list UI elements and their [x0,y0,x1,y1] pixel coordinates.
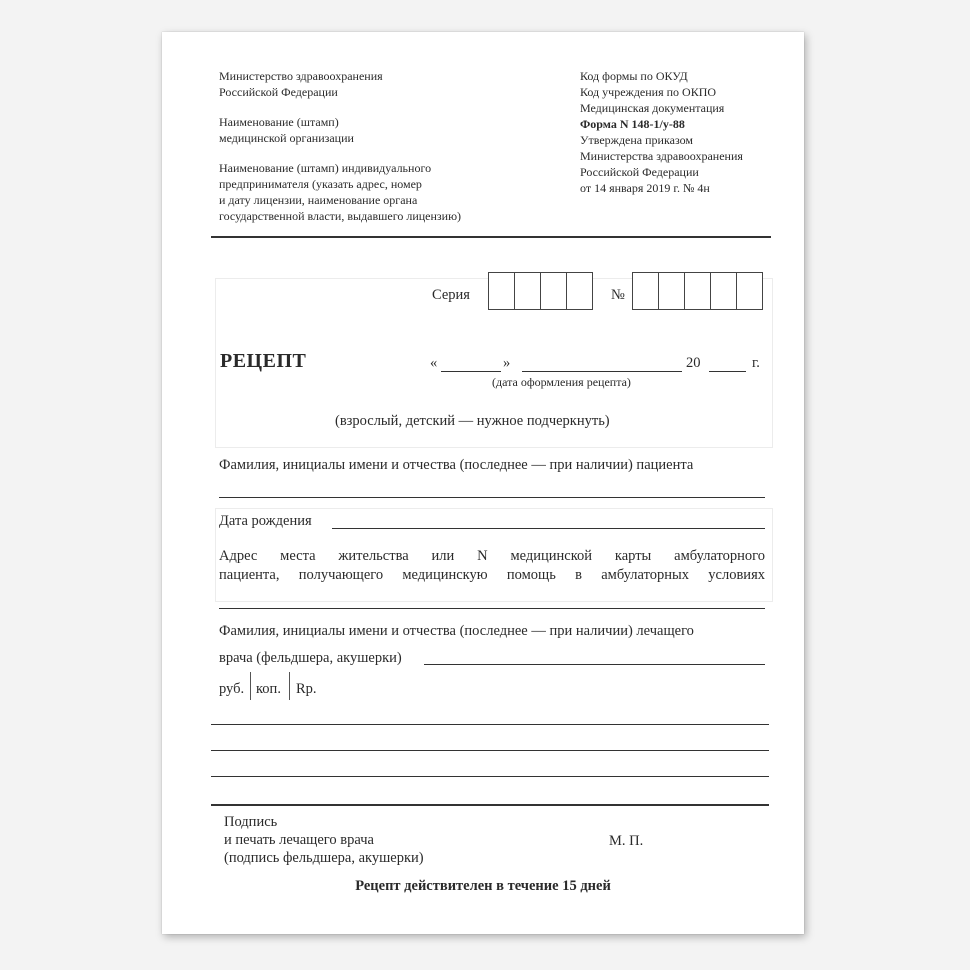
number-label: № [611,287,625,303]
date-day-field[interactable] [441,371,501,372]
address-field[interactable] [219,608,765,609]
quote-close: » [503,355,511,371]
header-left-block [219,68,539,224]
address-label-line2: пациента, получающего медицинскую помощь в амбулаторных условиях [219,567,765,583]
number-cell[interactable] [632,272,659,310]
ip-stamp-line4: государственной власти, выдавшего лицензию) [219,209,462,223]
number-cell[interactable] [658,272,685,310]
kop-divider [289,672,290,700]
prescription-line[interactable] [211,724,769,725]
address-label-line1: Адрес места жительства или N медицинской карты амбулаторного [219,548,765,564]
org-stamp-line1: Наименование (штамп) [219,115,339,129]
year-suffix: г. [752,355,760,371]
series-cell[interactable] [566,272,593,310]
validity-note: Рецепт действителен в течение 15 дней [355,878,611,894]
doctor-name-field[interactable] [424,664,765,665]
birth-date-field[interactable] [332,528,765,529]
series-label: Серия [432,287,470,303]
approving-ministry: Министерства здравоохранения [580,149,743,163]
kop-label: коп. [256,681,281,697]
prescription-bottom-divider [211,804,769,806]
ip-stamp-line1: Наименование (штамп) индивидуального [219,161,432,175]
ministry-line2: Российской Федерации [219,85,338,99]
number-cell[interactable] [710,272,737,310]
ip-stamp-line2: предпринимателя (указать адрес, номер [219,177,422,191]
age-category-note: (взрослый, детский — нужное подчеркнуть) [335,413,610,429]
rub-label: руб. [219,681,245,697]
recipe-title: РЕЦЕПТ [220,350,307,372]
rub-divider [250,672,251,700]
signature-line2: и печать лечащего врача [224,832,374,848]
series-cell[interactable] [540,272,567,310]
number-cell[interactable] [684,272,711,310]
number-cell[interactable] [736,272,763,310]
prescription-form-sheet [162,32,804,934]
okud-code-label: Код формы по ОКУД [580,69,688,83]
form-number: Форма N 148-1/у-88 [580,117,685,131]
ip-stamp-line3: и дату лицензии, наименование органа [219,193,418,207]
signature-line3: (подпись фельдшера, акушерки) [224,850,424,866]
signature-label [224,813,424,867]
okpo-code-label: Код учреждения по ОКПО [580,85,717,99]
rp-label: Rp. [296,681,317,697]
patient-name-field[interactable] [219,497,765,498]
approval-date: от 14 января 2019 г. № 4н [580,181,710,195]
prescription-line[interactable] [211,776,769,777]
year-prefix: 20 [686,355,701,371]
signature-line1: Подпись [224,814,278,830]
series-cell[interactable] [514,272,541,310]
org-stamp-line2: медицинской организации [219,131,354,145]
birth-date-label: Дата рождения [219,513,312,529]
doctor-name-label: Фамилия, инициалы имени и отчества (последнее — при наличии) лечащего [219,623,694,639]
stamp-place-label: М. П. [609,833,644,849]
series-cell[interactable] [488,272,515,310]
date-month-field[interactable] [522,371,682,372]
date-caption: (дата оформления рецепта) [492,375,631,389]
approving-country: Российской Федерации [580,165,699,179]
date-year-field[interactable] [709,371,746,372]
doctor-role-label: врача (фельдшера, акушерки) [219,650,402,666]
ministry-line1: Министерство здравоохранения [219,69,383,83]
approved-label: Утверждена приказом [580,133,693,147]
medical-doc-label: Медицинская документация [580,101,725,115]
quote-open: « [430,355,438,371]
prescription-line[interactable] [211,750,769,751]
patient-name-label: Фамилия, инициалы имени и отчества (последнее — при наличии) пациента [219,457,694,473]
header-divider [211,236,771,238]
header-right-block [580,68,795,196]
